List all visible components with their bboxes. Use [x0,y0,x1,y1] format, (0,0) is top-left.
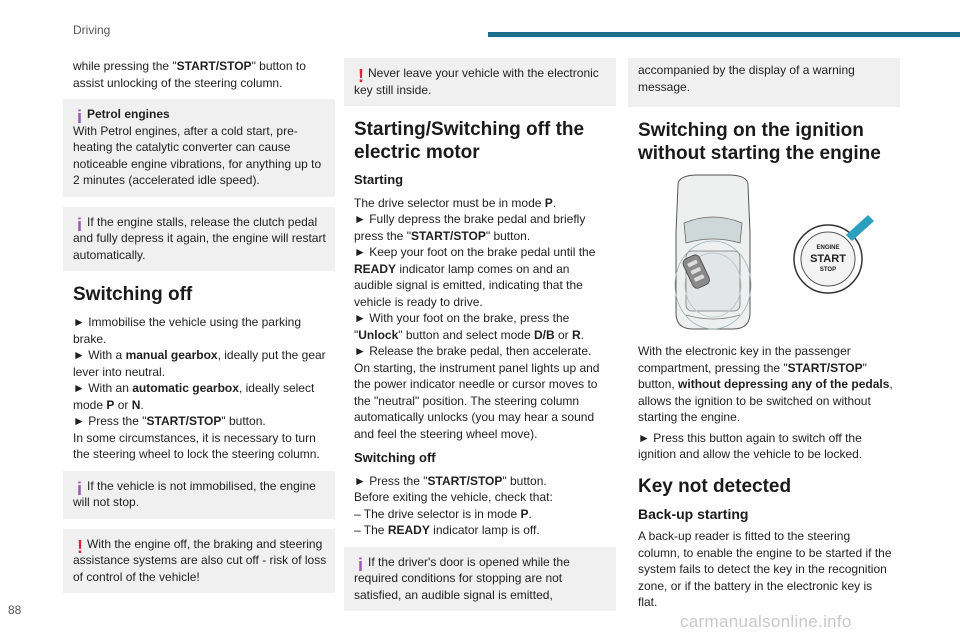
info-icon: i [77,214,83,235]
note-warning-message-cont: accompanied by the display of a warning message. [628,58,900,107]
start-step-1: The drive selector must be in mode P. [354,195,557,210]
subheading-starting: Starting [354,172,404,187]
note-engine-stalls: i If the engine stalls, release the clutch pedal and fully depress it again, the engine will restart automatically. [63,207,335,272]
watermark: carmanualsonline.info [680,612,852,631]
page-number: 88 [8,603,22,617]
note-not-immobilised: i If the vehicle is not immobilised, the engine will not stop. [63,471,335,519]
column-2 [354,58,610,621]
heading-switching-off: Switching off [73,284,193,305]
warning-icon: ! [358,66,364,86]
off-step-2: Before exiting the vehicle, check that: [354,490,553,504]
step-automatic-gearbox: ► With an automatic gearbox, ideally select mode P or N. [73,381,315,412]
figure-car-and-start-button [638,173,894,333]
info-icon: i [77,107,83,127]
subheading-backup-starting: Back-up starting [638,505,749,522]
ignition-paragraph: With the electronic key in the passenger compartment, pressing the "START/STOP" button, without depressing any of the pedals, allows the ignition to be switched on without starting the engine. [638,344,893,424]
note-braking-warning: ! With the engine off, the braking and steering assistance systems are also cut off - risk of loss of control of the vehicle! [63,529,335,594]
header-accent-bar [488,32,960,37]
start-step-4: ► With your foot on the brake, press the "Unlock" button and select mode D/B or R. [354,311,584,342]
start-step-5: ► Release the brake pedal, then accelerate. [354,344,592,358]
start-step-6: On starting, the instrument panel lights up and the power indicator needle or cursor moves to the "neutral" position. The steering column automatically unlocks (you may hear a sound and feel the steering wheel move). [354,360,600,441]
heading-ignition-without-engine: Switching on the ignition without starting the engine [638,120,881,164]
column-3 [638,58,894,611]
button-label-stop: STOP [819,267,837,273]
info-icon: i [358,554,364,575]
note-driver-door: i If the driver's door is opened while the required conditions for stopping are not satisfied, an audible signal is emitted, [344,547,616,612]
intro-text: while pressing the "START/STOP" button to assist unlocking of the steering column. [73,59,306,90]
subheading-switching-off: Switching off [354,450,436,465]
button-label-start: START [810,253,846,265]
engine-start-stop-button-icon [788,211,878,301]
heading-starting-electric-motor: Starting/Switching off the electric motor [354,119,585,163]
step-manual-gearbox: ► With a manual gearbox, ideally put the gear lever into neutral. [73,348,326,379]
step-immobilise: ► Immobilise the vehicle using the parking brake. [73,315,301,346]
column-1 [73,58,329,603]
info-icon: i [77,478,83,499]
step-press-button: ► Press the "START/STOP" button. [73,414,266,428]
button-label-engine: ENGINE [816,245,840,251]
note-petrol-engines: i Petrol engines With Petrol engines, after a cold start, pre-heating the catalytic converter can cause noticeable engine vibrations, for anything up to 2 minutes (accelerated idle speed). [63,99,335,197]
warning-icon: ! [77,536,83,557]
start-step-3: ► Keep your foot on the brake pedal until the READY indicator lamp comes on and an audible signal is emitted, indicating that the vehicle is ready to drive. [354,245,596,309]
circumstance-text: In some circumstances, it is necessary to turn the steering wheel to lock the steering column. [73,430,320,461]
note-key-inside-warning: ! Never leave your vehicle with the electronic key still inside. [344,58,616,106]
section-title: Driving [73,23,111,37]
backup-paragraph: A back-up reader is fitted to the steering column, to enable the engine to be started if the system fails to detect the key in the recognition zone, or if the battery in the electronic key is flat. [638,529,892,609]
start-step-2: ► Fully depress the brake pedal and briefly press the "START/STOP" button. [354,212,586,243]
off-step-3: – The drive selector is in mode P. [354,506,532,521]
press-arrow-icon [846,215,874,241]
off-step-4: – The READY indicator lamp is off. [354,523,540,537]
heading-key-not-detected: Key not detected [638,475,792,497]
off-step-1: ► Press the "START/STOP" button. [354,473,547,488]
ignition-switch-off-step: ► Press this button again to switch off the ignition and allow the vehicle to be locked. [638,430,863,461]
